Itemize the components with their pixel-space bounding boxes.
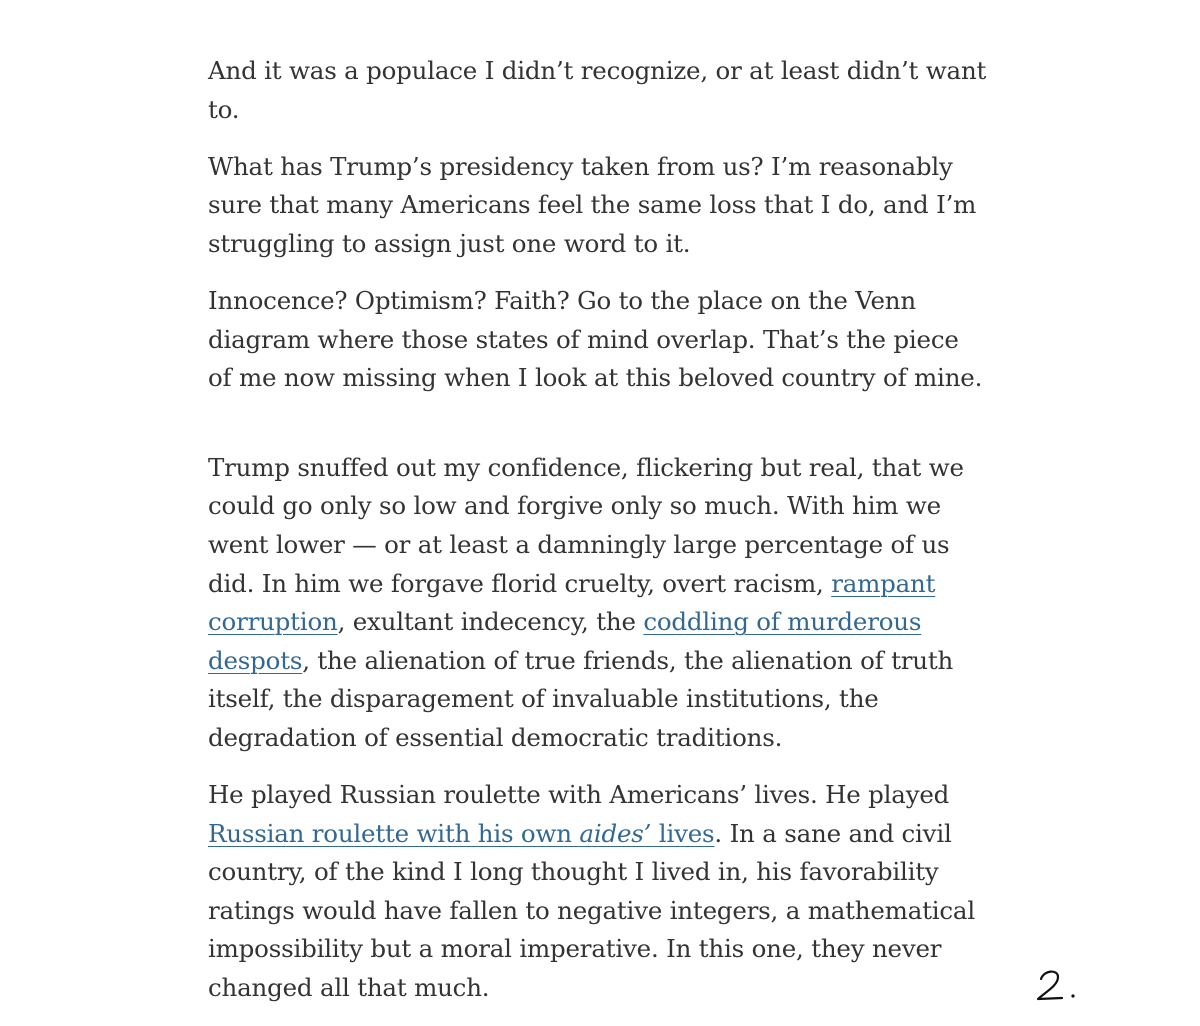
paragraph: And it was a populace I didn’t recognize, or at least didn’t want to.	[208, 56, 987, 124]
link-text-italic: aides’	[579, 818, 652, 848]
paragraph-text: He played Russian roulette with Americans’ lives. He played	[208, 780, 950, 809]
paragraph-text: . In a sane and civil country, of the kind I long thought I lived in, his favorability ratings would have fallen to negative integers, a mathematical impossibility but a moral imperative. In this one, they never changed all that much.	[208, 818, 975, 1002]
handwritten-page-number	[1036, 962, 1086, 1012]
paragraph-text: , the alienation of true friends, the alienation of truth itself, the disparagement of invaluable institutions, the degradation of essential democratic traditions.	[208, 645, 954, 752]
paragraph: What has Trump’s presidency taken from us? I’m reasonably sure that many Americans feel the same loss that I do, and I’m struggling to assign just one word to it.	[208, 151, 977, 258]
link-text: Russian roulette with his own	[208, 818, 580, 848]
paragraph: Innocence? Optimism? Faith? Go to the place on the Venn diagram where those states of mind overlap. That’s the piece of me now missing when I look at this beloved country of mine.	[208, 285, 983, 393]
article-body	[208, 52, 988, 1026]
link-coddling-despots[interactable]: coddling of murderous despots	[208, 607, 922, 675]
link-text: lives	[651, 818, 715, 848]
link-russian-roulette-aides[interactable]	[208, 819, 714, 848]
paragraph	[208, 449, 988, 758]
paragraph-text: Trump snuffed out my confidence, flickering but real, that we could go only so low and forgive only so much. With him we went lower — or at least a damningly large percentage of us did. In him we forgave florid cruelty, overt racism,	[208, 452, 964, 598]
link-rampant-corruption[interactable]: rampant corruption	[208, 568, 936, 637]
paragraph	[208, 776, 988, 1008]
paragraph-text: , exultant indecency, the	[337, 607, 644, 637]
